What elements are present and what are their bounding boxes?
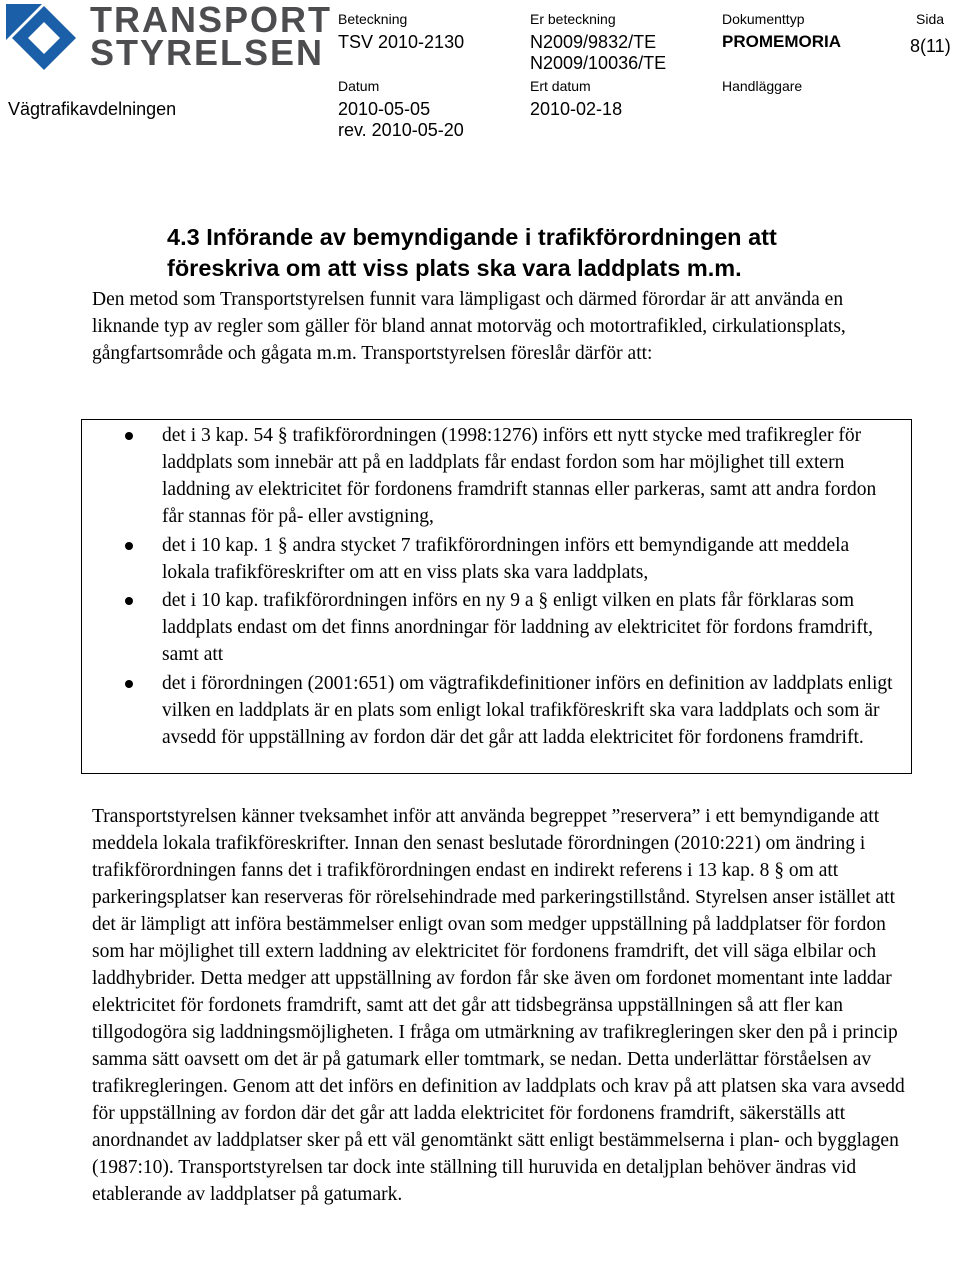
list-item-text: det i förordningen (2001:651) om vägtrafikdefinitioner införs en definition av laddplats enligt vilken en laddplats är en plats som enligt lokal trafikföreskrift ska vara laddplats och som är avsedd för uppställning av fordon där det går att ladda elektricitet för fordonens framdrift. (162, 672, 893, 748)
dokumenttyp-value: PROMEMORIA (722, 32, 841, 51)
logo-mark-icon (4, 2, 78, 72)
ert-datum-value: 2010-02-18 (530, 99, 623, 119)
ert-datum-label: Ert datum (530, 78, 591, 94)
datum-label: Datum (338, 78, 380, 94)
intro-paragraph: Den metod som Transportstyrelsen funnit vara lämpligast och därmed förordar är att använda en liknande typ av regler som gäller för bland annat motorväg och motortrafikled, cirkulationsplats, gångfartsområde och gågata m.m. Transportstyrelsen föreslår därför att: (92, 289, 846, 364)
beteckning-label: Beteckning (338, 11, 408, 27)
list-item (81, 422, 912, 530)
list-item-text: det i 10 kap. trafikförordningen införs en ny 9 a § enligt vilken en plats får förklaras som laddplats endast om det finns anordningar för laddning av elektricitet för fordons framdrift, samt att (162, 590, 873, 665)
er-beteckning-value-1: N2009/9832/TE (530, 32, 657, 52)
proposal-list (81, 422, 912, 752)
handlaggare-label: Handläggare (722, 78, 803, 94)
sida-value: 8(11) (910, 36, 951, 56)
division-name: Vägtrafikavdelningen (8, 99, 177, 119)
section-heading (167, 222, 927, 284)
sida-label: Sida (916, 11, 945, 27)
body-paragraph: Transportstyrelsen känner tveksamhet inför att använda begreppet ”reservera” i ett bemyndigande att meddela lokala trafikföreskrifter. Innan den senast beslutade förordningen (2010:221) om ändring i trafikförordningen fanns det i trafikförordningen endast en indirekt referens i 13 kap. 8 § om att parkeringsplatser kan reserveras för rörelsehindrade med parkeringstillstånd. Styrelsen anser istället att det är lämpligt att införa bestämmelser enligt ovan som medger uppställning på laddplatser för fordon som har möjlighet till extern laddning av elektricitet för fordonens framdrift, det vill säga elbilar och laddhybrider. Detta medger att uppställning av fordon får ske även om fordonet momentant inte laddar elektricitet för fordonets framdrift, samt att det går att tidsbegränsa uppställningen så att fler kan tillgodogöra sig laddningsmöjligheten. I fråga om utmärkning av trafikregleringen sker den på i princip samma sätt oavsett om det är på gatumark eller tomtmark, se nedan. Detta underlättar förståelsen av trafikregleringen. Genom att det införs en definition av laddplats och krav på att platsen ska vara avsedd för uppställning av fordon där det går att ladda elektricitet för fordonens framdrift, säkerställs att anordnandet av laddplatser sker på ett väl genomtänkt sätt enligt bestämmelserna i plan- och bygglagen (1987:10). Transportstyrelsen tar dock inte ställning till huruvida en detaljplan behöver ändras vid etablerande av laddplatser på gatumark. (92, 806, 905, 1205)
logo-text-line1: TRANSPORT (90, 0, 332, 40)
dokumenttyp-label: Dokumenttyp (722, 11, 805, 27)
list-item-text: det i 3 kap. 54 § trafikförordningen (1998:1276) införs ett nytt stycke med trafikregler för laddplats som innebär att på en laddplats får endast fordon som har möjlighet till extern laddning av elektricitet för fordonens framdrift stannas eller parkeras, samt att andra fordon får stannas för på- eller avstigning, (162, 425, 877, 527)
datum-value-2: rev. 2010-05-20 (338, 120, 464, 140)
section-heading-line-1: 4.3 Införande av bemyndigande i trafikförordningen att (167, 224, 777, 250)
list-item-text: det i 10 kap. 1 § andra stycket 7 trafikförordningen införs ett bemyndigande att meddela lokala trafikföreskrifter om att en viss plats ska vara laddplats, (162, 534, 850, 583)
er-beteckning-label: Er beteckning (530, 11, 616, 27)
list-item (81, 670, 912, 751)
list-item (81, 587, 912, 668)
bullet-icon (125, 597, 133, 605)
agency-logo (4, 0, 332, 74)
section-heading-line-2: föreskriva om att viss plats ska vara laddplats m.m. (167, 255, 742, 281)
bullet-icon (125, 542, 133, 550)
bullet-icon (125, 432, 133, 440)
beteckning-value: TSV 2010-2130 (338, 32, 465, 52)
er-beteckning-value-2: N2009/10036/TE (530, 53, 667, 73)
bullet-icon (125, 680, 133, 688)
datum-value-1: 2010-05-05 (338, 99, 431, 119)
list-item (81, 532, 912, 586)
logo-text-line2: STYRELSEN (90, 32, 325, 73)
